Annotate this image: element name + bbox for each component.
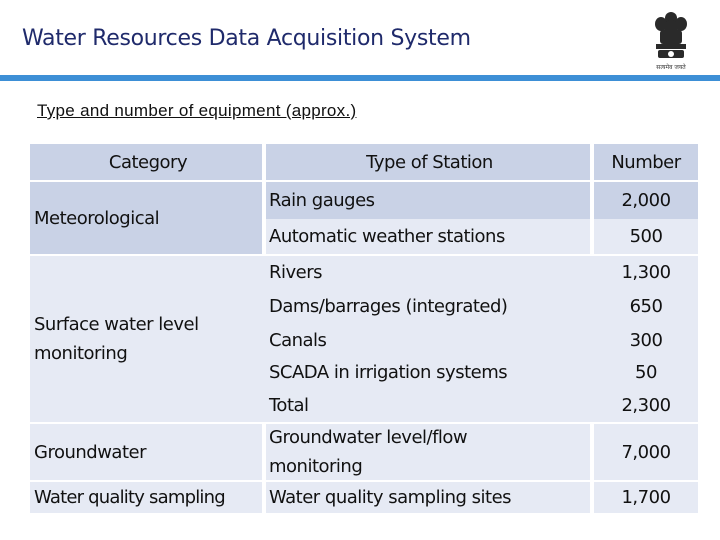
station-rain-gauges: Rain gauges (269, 189, 375, 211)
surface-water-group (30, 256, 698, 422)
number-cell-group (594, 182, 698, 254)
number-automatic-weather: 500 (594, 219, 698, 254)
groundwater-row (30, 424, 698, 480)
category-surface-water: Surface water level monitoring (34, 314, 199, 364)
section-subtitle: Type and number of equipment (approx.) (37, 101, 357, 120)
number-total: 2,300 (621, 394, 671, 416)
number-canals: 300 (629, 329, 663, 351)
water-quality-row (30, 482, 698, 513)
number-scada: 50 (635, 361, 657, 383)
national-emblem-logo (648, 10, 694, 72)
emblem-caption: सत्यमेव जयते (656, 64, 686, 71)
number-water-quality-sites: 1,700 (594, 482, 698, 513)
table-header-row (30, 144, 698, 180)
column-header-category: Category (30, 144, 262, 180)
number-cell-group (594, 256, 698, 422)
category-water-quality: Water quality sampling (30, 482, 262, 513)
equipment-table (30, 144, 698, 513)
category-meteorological: Meteorological (30, 182, 262, 254)
title-divider (0, 75, 720, 81)
station-automatic-weather: Automatic weather stations (266, 219, 590, 254)
station-cell-group (266, 182, 590, 254)
number-dams-barrages: 650 (629, 295, 663, 317)
number-groundwater-monitoring: 7,000 (594, 424, 698, 480)
column-header-number: Number (594, 144, 698, 180)
station-groundwater-monitoring: Groundwater level/flow monitoring (269, 427, 468, 477)
station-water-quality-sites: Water quality sampling sites (266, 482, 590, 513)
column-header-station-type: Type of Station (266, 144, 590, 180)
station-rivers: Rivers (269, 261, 323, 283)
station-total: Total (269, 394, 309, 416)
number-rain-gauges: 2,000 (621, 189, 671, 211)
station-dams-barrages: Dams/barrages (integrated) (269, 295, 508, 317)
station-canals: Canals (269, 329, 327, 351)
number-rivers: 1,300 (621, 261, 671, 283)
meteorological-group (30, 182, 698, 254)
slide-title: Water Resources Data Acquisition System (22, 26, 471, 51)
station-scada: SCADA in irrigation systems (269, 361, 508, 383)
category-groundwater: Groundwater (30, 424, 262, 480)
station-cell-group (266, 256, 590, 422)
